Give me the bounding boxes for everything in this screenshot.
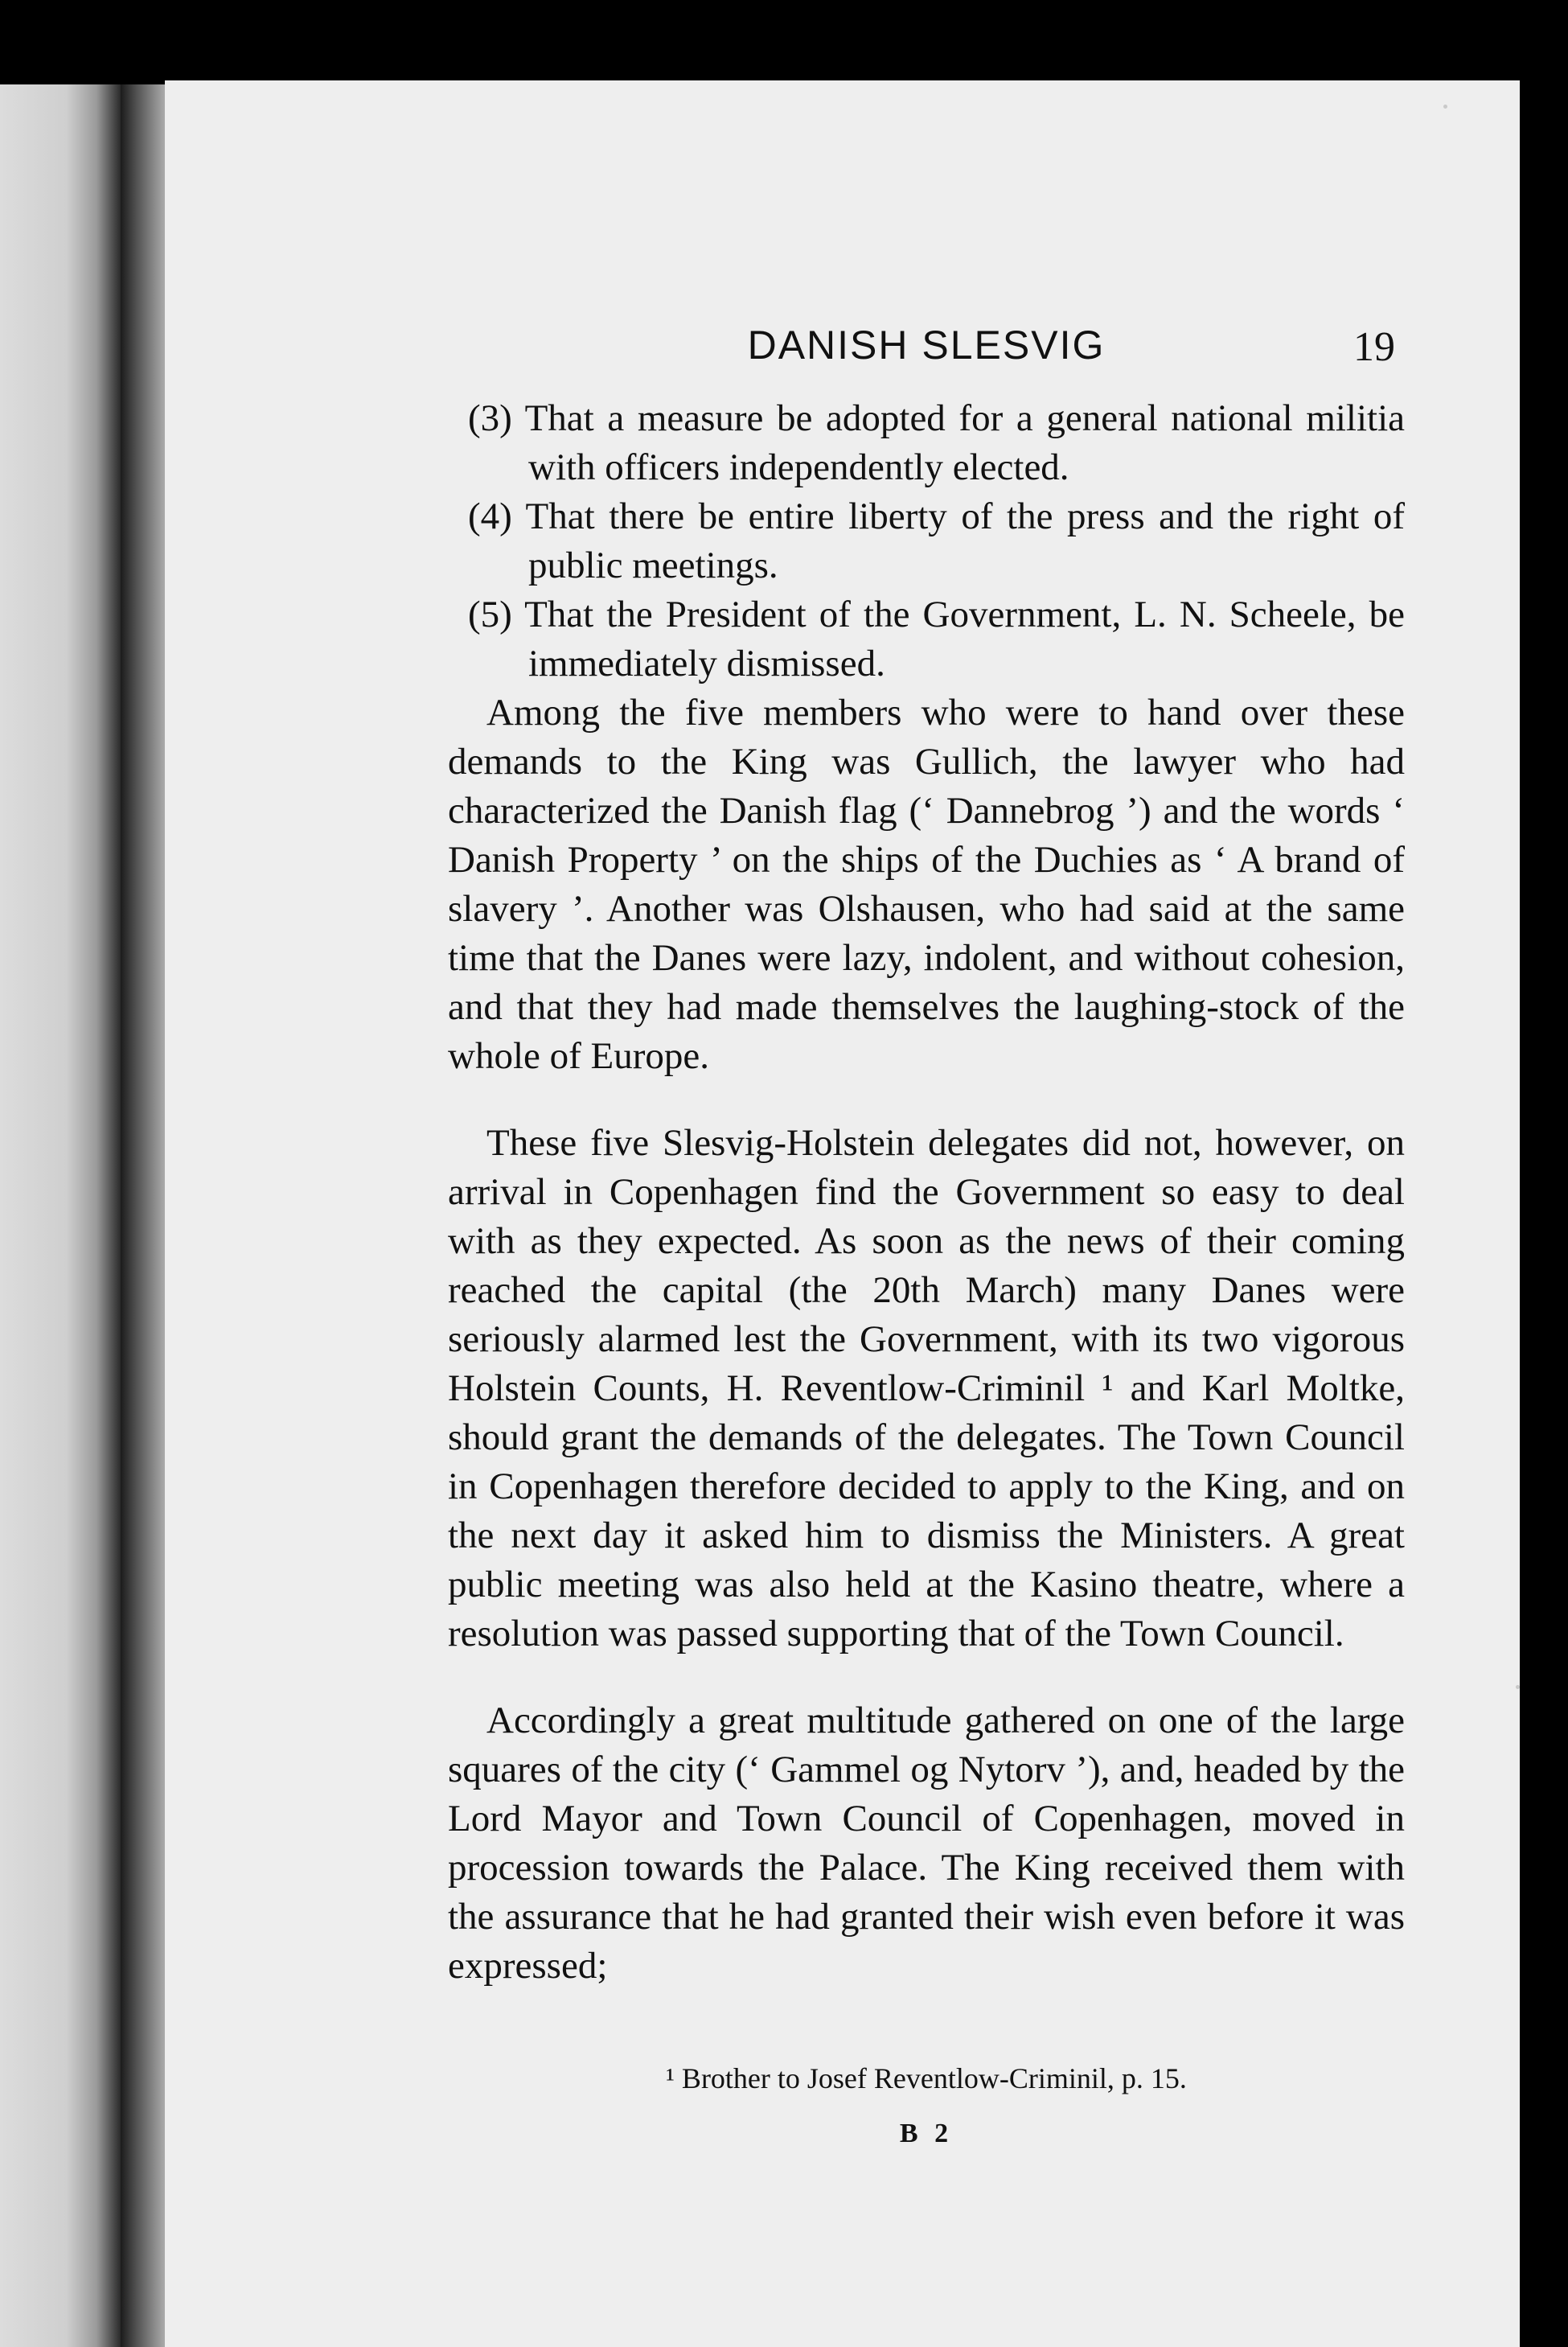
item-marker: (3) bbox=[468, 397, 512, 439]
page-number: 19 bbox=[1353, 324, 1395, 370]
running-head bbox=[448, 322, 1405, 373]
item-marker: (5) bbox=[468, 594, 512, 635]
item-text: That a measure be adopted for a general national militia with officers independently elected. bbox=[524, 397, 1405, 488]
item-marker: (4) bbox=[468, 495, 512, 537]
facing-page-edge bbox=[0, 84, 121, 2347]
item-text: That the President of the Government, L. N. Scheele, be immediately dismissed. bbox=[524, 594, 1405, 684]
page-sheet bbox=[165, 80, 1520, 2347]
list-item bbox=[448, 590, 1405, 688]
paragraph: These five Slesvig-Holstein delegates did not, however, on arrival in Copenhagen find the Government so easy to deal with as they expected. As soon as the news of their coming reached the capital (the 20th March) many Danes were seriously alarmed lest the Government, with its two vigorous Holstein Counts, H. Reventlow-Criminil ¹ and Karl Moltke, should grant the demands of the delegates. The Town Council in Copenhagen therefore decided to apply to the King, and on the next day it asked him to dismiss the Ministers. A great public meeting was also held at the Kasino theatre, where a resolution was passed supporting that of the Town Council. bbox=[448, 1122, 1405, 1654]
body-text bbox=[448, 394, 1405, 2028]
signature-mark: B 2 bbox=[899, 2119, 954, 2148]
paragraph: Among the five members who were to hand over these demands to the King was Gullich, the lawyer who had characterized the Danish flag (‘ Dannebrog ’) and the words ‘ Danish Property ’ on the ships of the Duchies as ‘ A brand of slavery ’. Another was Olshausen, who had said at the same time that the Danes were lazy, indolent, and without cohesion, and that they had made themselves the laughing-stock of the whole of Europe. bbox=[448, 692, 1405, 1077]
item-text: That there be entire liberty of the press and the right of public meetings. bbox=[525, 495, 1405, 586]
paragraph: Accordingly a great multitude gathered on one of the large squares of the city (‘ Gammel og Nytorv ’), and, headed by the Lord Mayor and Town Council of Copenhagen, moved in procession towards the Palace. The King received them with the assurance that he had granted their wish even before it was expressed; bbox=[448, 1700, 1405, 1987]
running-title: DANISH SLESVIG bbox=[747, 323, 1106, 368]
list-item bbox=[448, 394, 1405, 492]
list-item bbox=[448, 492, 1405, 590]
paper-speck bbox=[1443, 105, 1447, 109]
paper-speck bbox=[1516, 1685, 1520, 1689]
footnote: ¹ Brother to Josef Reventlow-Criminil, p. 15. bbox=[666, 2062, 1187, 2094]
